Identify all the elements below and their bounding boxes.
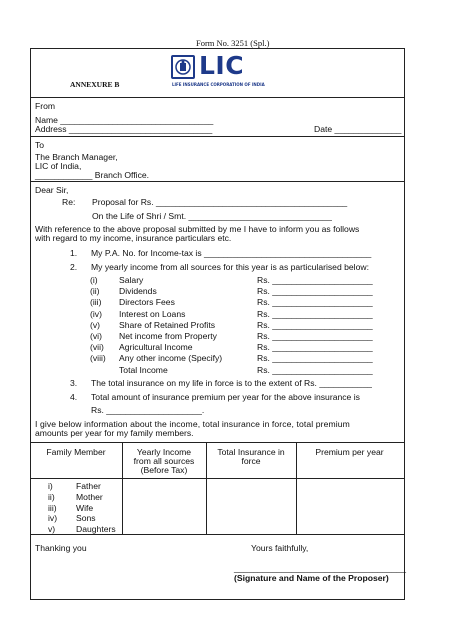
address-field: Address ______________________________ xyxy=(35,124,213,134)
income-item-number: (v) xyxy=(90,319,101,330)
name-field: Name ________________________________ xyxy=(35,115,214,125)
table-header-border xyxy=(30,478,404,479)
family-intro-2: amounts per year for my family members. xyxy=(35,428,194,438)
intro-line-2: with regard to my income, insurance particulars etc. xyxy=(35,233,232,243)
item-1-number: 1. xyxy=(70,248,78,258)
header-yearly-income-1: Yearly Income xyxy=(136,447,192,457)
income-item-label: Interest on Loans xyxy=(119,308,186,319)
divider xyxy=(30,97,404,98)
income-item-amount: Rs. _____________________ xyxy=(257,308,373,319)
table-top-border xyxy=(30,442,404,443)
header-total-insurance-2: force xyxy=(241,456,261,466)
family-row-label: Sons xyxy=(76,513,96,524)
income-item-label: Salary xyxy=(119,275,144,285)
family-row-label: Daughters xyxy=(76,524,116,535)
family-row-number: i) xyxy=(48,481,53,491)
header-yearly-income-2: from all sources xyxy=(133,456,195,466)
annexure-label: ANNEXURE B xyxy=(70,80,120,89)
header-yearly-income-3: (Before Tax) xyxy=(140,465,188,475)
header-family-member: Family Member xyxy=(46,447,106,457)
item-4-text: Total amount of insurance premium per year for the above insurance is xyxy=(91,392,360,402)
salutation: Dear Sir, xyxy=(35,185,69,195)
income-item-number: (vi) xyxy=(90,331,102,341)
income-item-label: Any other income (Specify) xyxy=(119,353,223,364)
to-line-1: The Branch Manager, xyxy=(35,152,118,162)
thanks-text: Thanking you xyxy=(35,543,87,553)
income-item-number: (iii) xyxy=(90,297,102,308)
proposal-line: Proposal for Rs. ________________________________________ xyxy=(92,197,348,207)
family-row-number: v) xyxy=(48,524,56,535)
income-item-label: Share of Retained Profits xyxy=(119,319,216,330)
header-premium: Premium per year xyxy=(315,447,384,457)
to-label: To xyxy=(35,140,45,150)
income-item-amount: Rs. _____________________ xyxy=(257,331,373,341)
income-item-number: (iv) xyxy=(90,308,102,319)
family-row-number: iii) xyxy=(48,502,57,513)
income-item-number: (i) xyxy=(90,275,98,285)
family-row-number: iv) xyxy=(48,513,58,524)
yours-text: Yours faithfully, xyxy=(251,543,309,553)
income-item-number: (vii) xyxy=(90,342,104,353)
income-item-label: Directors Fees xyxy=(119,297,175,308)
item-3-text: The total insurance on my life in force is to the extent of Rs. ___________ xyxy=(91,378,372,388)
item-4-number: 4. xyxy=(70,392,78,402)
item-4-amount: Rs. ____________________. xyxy=(91,405,205,415)
income-item-amount: Rs. _____________________ xyxy=(257,353,373,364)
income-item-amount: Rs. _____________________ xyxy=(257,319,373,330)
income-item-number: (viii) xyxy=(90,353,106,364)
income-item-amount: Rs. _____________________ xyxy=(257,275,373,285)
income-item-amount: Rs. _____________________ xyxy=(257,286,373,297)
signature-label: (Signature and Name of the Proposer) xyxy=(234,573,389,583)
signature-line: ____________________________________ xyxy=(234,563,407,573)
family-row-number: ii) xyxy=(48,491,55,502)
family-row-label: Father xyxy=(76,481,101,491)
income-item-label: Net income from Property xyxy=(119,331,217,341)
lic-logo-subtitle: LIFE INSURANCE CORPORATION OF INDIA xyxy=(172,82,265,87)
income-item-label: Agricultural Income xyxy=(119,342,193,353)
family-row-label: Mother xyxy=(76,491,103,502)
re-label: Re: xyxy=(62,197,76,207)
income-item-label: Total Income xyxy=(119,364,168,375)
item-3-number: 3. xyxy=(70,378,78,388)
item-1-text: My P.A. No. for Income-tax is ___________________________________ xyxy=(91,248,372,258)
to-line-3: ____________ Branch Office. xyxy=(35,170,150,180)
item-2-text: My yearly income from all sources for this year is as particularised below: xyxy=(91,262,369,272)
income-item-amount: Rs. _____________________ xyxy=(257,364,373,375)
divider xyxy=(30,136,404,137)
header-total-insurance-1: Total Insurance in xyxy=(217,447,285,457)
to-line-2: LIC of India, xyxy=(35,161,82,171)
income-item-number: (ii) xyxy=(90,286,100,297)
lic-emblem-icon xyxy=(171,55,195,79)
family-row-label: Wife xyxy=(76,502,94,513)
date-field: Date ______________ xyxy=(314,124,402,134)
income-item-label: Dividends xyxy=(119,286,157,297)
divider xyxy=(30,181,404,182)
lic-logo-text: LIC xyxy=(199,51,245,80)
family-intro-1: I give below information about the income, total insurance in force, total premium xyxy=(35,419,350,429)
income-item-amount: Rs. _____________________ xyxy=(257,297,373,308)
income-item-amount: Rs. _____________________ xyxy=(257,342,373,353)
intro-line-1: With reference to the above proposal submitted by me I have to inform you as follows xyxy=(35,224,360,234)
from-label: From xyxy=(35,101,56,111)
form-number: Form No. 3251 (Spl.) xyxy=(196,38,270,48)
on-life-line: On the Life of Shri / Smt. ______________________________ xyxy=(92,211,332,221)
item-2-number: 2. xyxy=(70,262,78,272)
